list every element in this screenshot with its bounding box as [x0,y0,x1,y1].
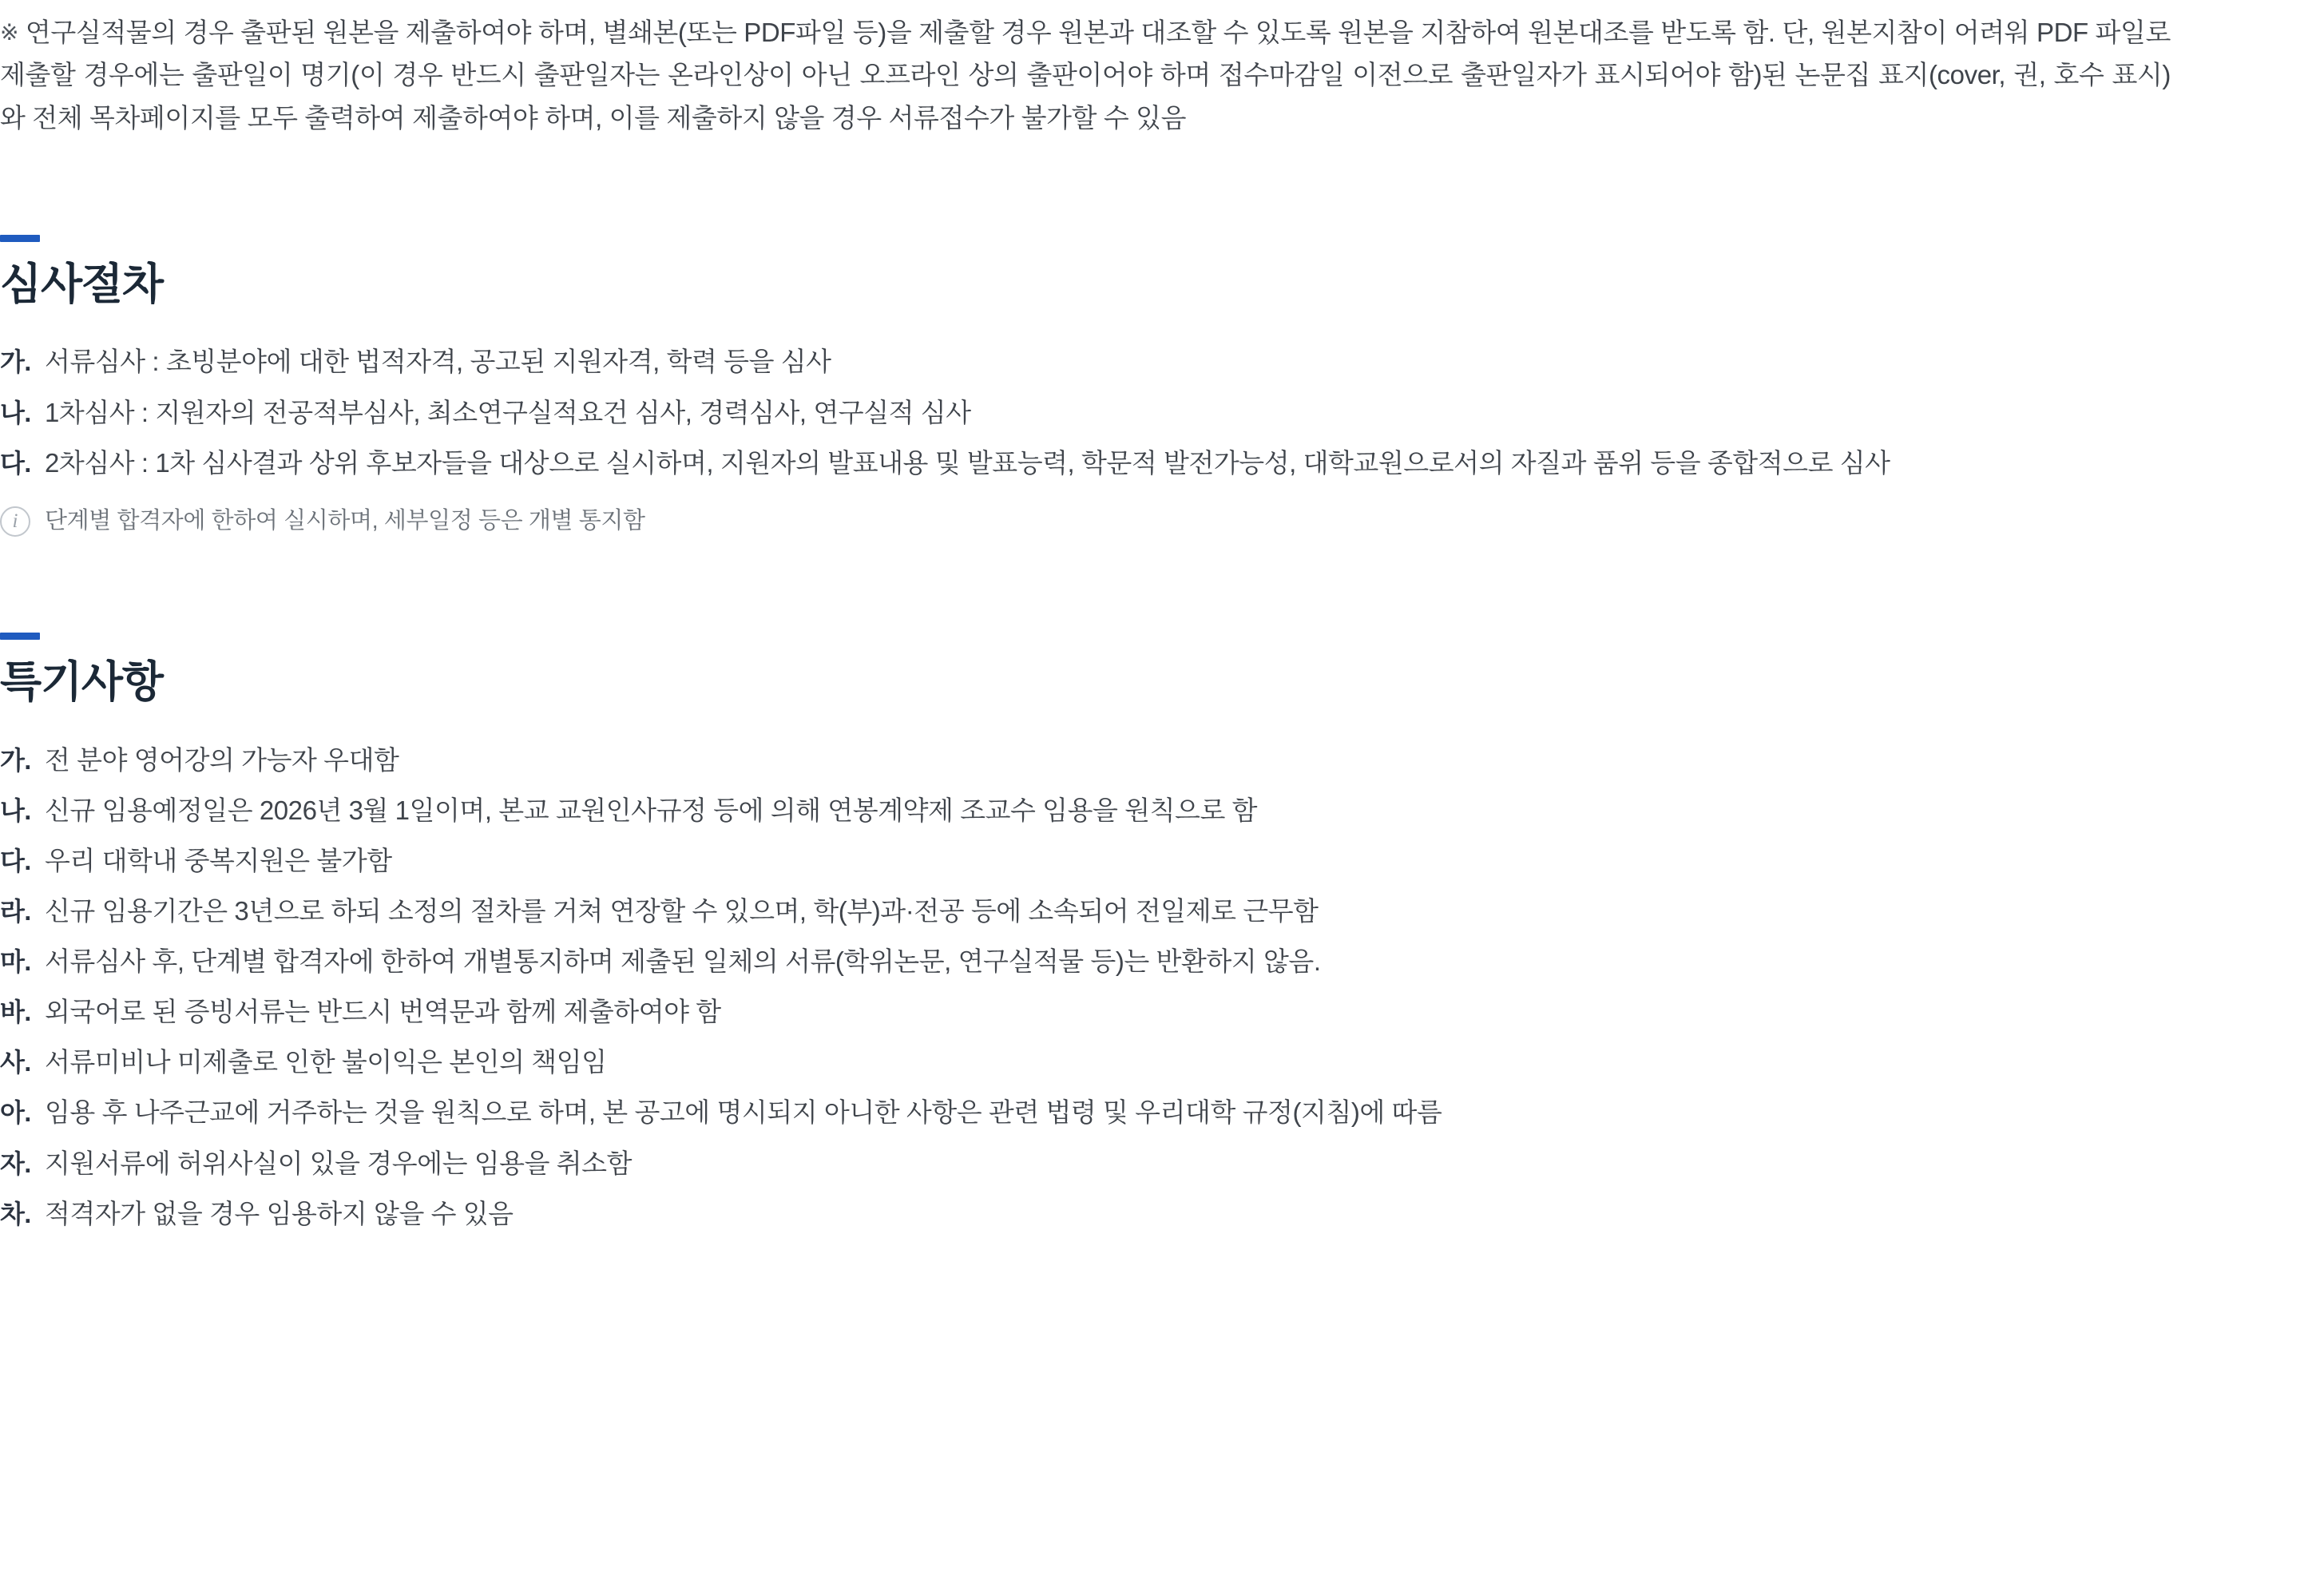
info-note [0,505,2266,538]
list-item-marker: 나. [0,795,31,825]
section-accent-bar [0,633,40,640]
list-item-text: 지원서류에 허위사실이 있을 경우에는 임용을 취소함 [45,1148,633,1178]
notice-block [0,0,2266,139]
section-title: 심사절차 [0,260,163,309]
list-item-text: 신규 임용기간은 3년으로 하되 소정의 절차를 거쳐 연장할 수 있으며, 학(부)과·전공 등에 소속되어 전일제로 근무함 [45,895,1319,926]
bottom-spacer [0,1244,2266,1280]
section-title: 특기사항 [0,658,163,707]
list-item-marker: 다. [0,846,31,875]
list-item [0,991,2266,1033]
list-item-text: 적격자가 없을 경우 임용하지 않을 수 있음 [45,1198,514,1228]
list-item-text: 전 분야 영어강의 가능자 우대함 [45,744,399,775]
list-item [0,941,2266,982]
list-item [0,790,2266,831]
list-item [0,740,2266,781]
list-item [0,1193,2266,1235]
list-item-text: 서류심사 후, 단계별 합격자에 한하여 개별통지하며 제출된 일체의 서류(학위논문, 연구실적물 등)는 반환하지 않음. [45,946,1321,977]
list-item-text: 신규 임용예정일은 2026년 3월 1일이며, 본교 교원인사규정 등에 의해 연봉계약제 조교수 임용을 원칙으로 함 [45,795,1258,825]
list-item [0,442,2266,484]
list-item-marker: 마. [0,947,31,977]
section-accent-bar [0,235,40,242]
list-item-marker: 바. [0,998,31,1027]
list-item-marker: 차. [0,1199,31,1228]
section-review-procedure [0,235,2266,537]
list-item-marker: 자. [0,1149,31,1178]
list-item-marker: 나. [0,398,31,427]
info-note-text: 단계별 합격자에 한하여 실시하며, 세부일정 등은 개별 통지함 [45,507,645,534]
reference-mark: ※ [0,20,19,45]
list-item-marker: 아. [0,1098,31,1128]
info-circle-icon: i [0,506,30,537]
list-item [0,1092,2266,1133]
notice-paragraph [0,11,2171,139]
notice-text: 연구실적물의 경우 출판된 원본을 제출하여야 하며, 별쇄본(또는 PDF파일 등)을 제출할 경우 원본과 대조할 수 있도록 원본을 지참하여 원본대조를 받도록 함. 단, 원본지참이 어려워 PDF 파일로 제출할 경우에는 출판일이 명기(이 경우 반드시 출판일자는 온라인상이 아닌 오프라인 상의 출판이어야 하며 접수마감일 이전으로 출판일자가 표시되어야 함)된 논문집 표지(cover, 권, 호수 표시)와 전체 목차페이지를 모두 출력하여 제출하여야 하며, 이를 제출하지 않을 경우 서류접수가 불가할 수 있음 [0,18,2171,133]
list-item-text: 서류미비나 미제출로 인한 불이익은 본인의 책임임 [45,1047,607,1077]
list-item-marker: 사. [0,1048,31,1077]
list-item-text: 서류심사 : 초빙분야에 대한 법적자격, 공고된 지원자격, 학력 등을 심사 [45,347,831,377]
list-item-text: 외국어로 된 증빙서류는 반드시 번역문과 함께 제출하여야 함 [45,997,721,1027]
list-item-marker: 가. [0,745,31,775]
list-item [0,891,2266,932]
list-item-marker: 라. [0,896,31,926]
section-special-notes [0,633,2266,1234]
list-item [0,341,2266,383]
list-item [0,1041,2266,1083]
list-item-marker: 가. [0,347,31,377]
list-item [0,1143,2266,1184]
list-item-text: 우리 대학내 중복지원은 불가함 [45,845,392,875]
list-item-text: 2차심사 : 1차 심사결과 상위 후보자들을 대상으로 실시하며, 지원자의 발표내용 및 발표능력, 학문적 발전가능성, 대학교원으로서의 자질과 품위 등을 종합적으로 심사 [45,447,1890,478]
list-item-marker: 다. [0,448,31,478]
list-item-text: 1차심사 : 지원자의 전공적부심사, 최소연구실적요건 심사, 경력심사, 연구실적 심사 [45,397,971,427]
special-notes-list [0,740,2266,1235]
list-item-text: 임용 후 나주근교에 거주하는 것을 원칙으로 하며, 본 공고에 명시되지 아니한 사항은 관련 법령 및 우리대학 규정(지침)에 따름 [45,1097,1442,1128]
list-item [0,392,2266,434]
list-item [0,840,2266,882]
review-procedure-list [0,341,2266,483]
